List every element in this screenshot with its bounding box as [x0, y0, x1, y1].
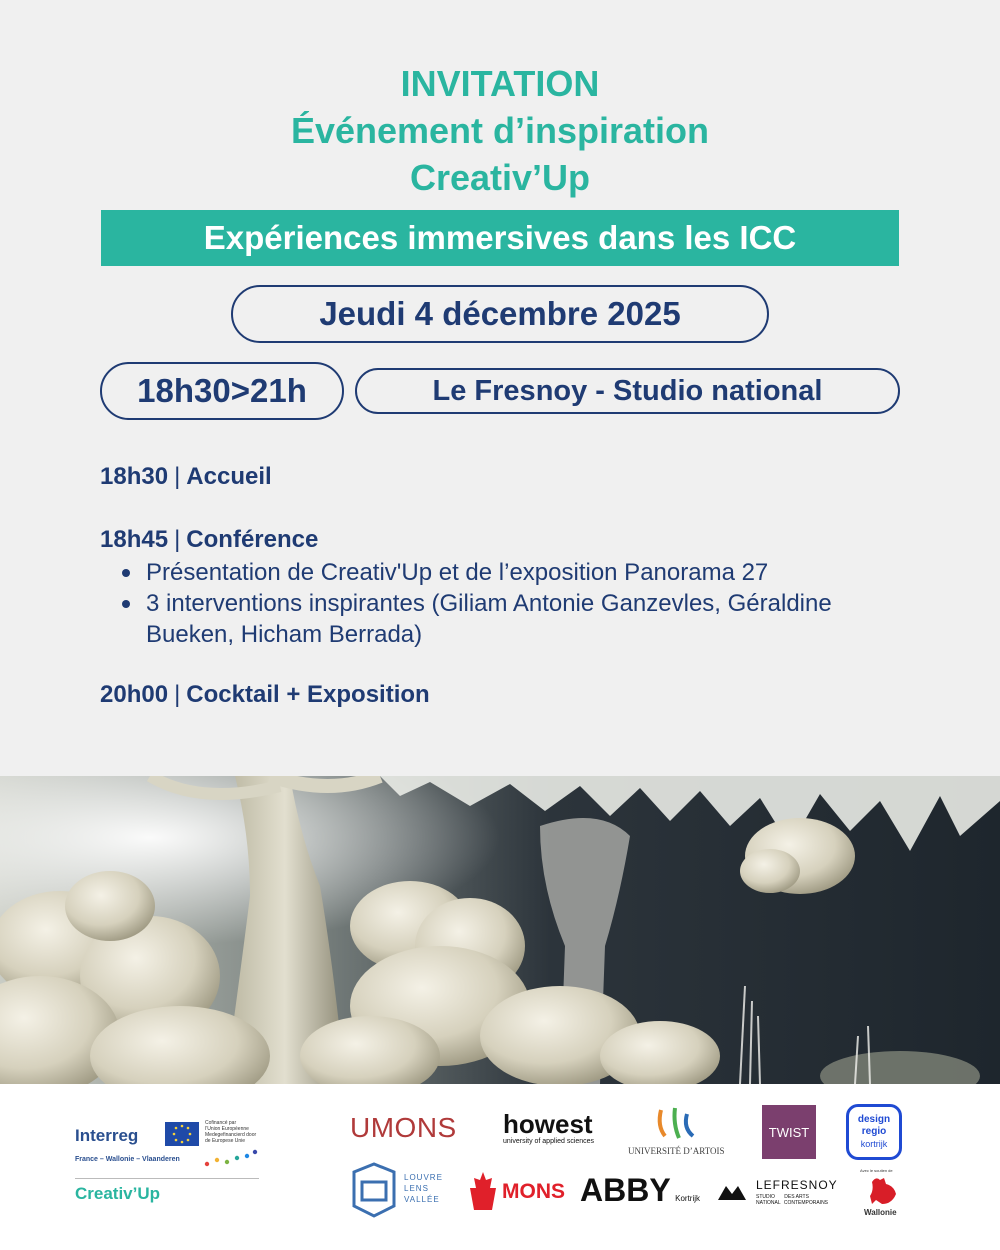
wallonie-rooster-icon — [866, 1174, 900, 1208]
schedule-item-conference — [100, 523, 900, 557]
fresnoy-sub: DES ARTS — [784, 1194, 809, 1200]
bullet-item: 3 interventions inspirantes (Giliam Antonie Ganzevles, Géraldine Bueken, Hicham Berrada) — [122, 588, 900, 650]
installation-illustration — [0, 776, 1000, 1084]
louvre-lens-l2: LENS — [404, 1184, 429, 1193]
artois-logo — [628, 1106, 738, 1162]
abby-logo — [580, 1172, 700, 1209]
schedule-item-cocktail — [100, 678, 900, 712]
schedule-separator: | — [174, 526, 181, 553]
wallonie-logo — [858, 1168, 908, 1220]
schedule-time: 18h30 — [100, 463, 169, 490]
louvre-lens-logo — [350, 1162, 450, 1220]
mons-logo — [468, 1170, 568, 1216]
eu-cofinancing-text — [205, 1120, 256, 1144]
design-regio-logo — [846, 1104, 902, 1160]
louvre-lens-mark-icon — [350, 1162, 400, 1218]
howest-tagline: university of applied sciences — [503, 1138, 595, 1145]
installation-photo — [0, 776, 1000, 1084]
time-pill: 18h30>21h — [100, 362, 344, 420]
schedule-separator: | — [174, 463, 181, 490]
umons-rest: MONS — [370, 1112, 457, 1143]
howest-wordmark: howest — [503, 1109, 593, 1139]
program — [100, 460, 900, 712]
eu-flag-icon — [165, 1122, 199, 1146]
design-regio-l1: design — [857, 1114, 891, 1125]
schedule-time: 20h00 — [100, 681, 169, 708]
partner-logos — [0, 1084, 1000, 1250]
title-project: Creativ’Up — [409, 157, 591, 198]
interreg-project-name: Creativ’Up — [75, 1184, 161, 1203]
artois-mark-icon — [653, 1106, 703, 1142]
howest-logo — [503, 1110, 594, 1145]
fresnoy-logo — [716, 1178, 836, 1218]
fresnoy-subtext — [756, 1194, 828, 1206]
venue-pill: Le Fresnoy - Studio national — [355, 368, 900, 414]
schedule-time: 18h45 — [100, 526, 169, 553]
wallonie-support-text: Avec le soutien de — [860, 1168, 893, 1173]
schedule-label: Conférence — [186, 526, 319, 553]
mons-crest-icon — [468, 1170, 498, 1212]
louvre-lens-text — [404, 1172, 443, 1205]
abby-sub: Kortrijk — [675, 1194, 701, 1203]
bullet-item: Présentation de Creativ'Up et de l’exposition Panorama 27 — [122, 557, 900, 588]
schedule-separator: | — [174, 681, 181, 708]
fresnoy-sub: NATIONAL — [756, 1200, 781, 1206]
title-invitation: INVITATION — [400, 63, 600, 104]
eu-text: l’Union Européenne — [205, 1126, 249, 1132]
fresnoy-sub: CONTEMPORAINS — [783, 1200, 829, 1206]
invitation-titles — [0, 60, 1000, 201]
interreg-wordmark: Interreg — [75, 1126, 139, 1145]
eu-text: de Europese Unie — [205, 1138, 246, 1144]
interreg-regions: France – Wallonie – Vlaanderen — [75, 1156, 180, 1163]
title-event: Événement d’inspiration — [290, 110, 710, 151]
schedule-label: Accueil — [186, 463, 272, 490]
theme-banner: Expériences immersives dans les ICC — [101, 210, 899, 266]
umons-u: U — [350, 1112, 371, 1143]
design-regio-l3: kortrijk — [860, 1139, 888, 1149]
louvre-lens-l1: LOUVRE — [404, 1173, 443, 1182]
wallonie-wordmark: Wallonie — [864, 1208, 897, 1217]
fresnoy-mark-icon — [716, 1180, 748, 1204]
artois-name: UNIVERSITÉ D’ARTOIS — [628, 1146, 725, 1156]
umons-logo — [350, 1112, 457, 1144]
date-pill: Jeudi 4 décembre 2025 — [231, 285, 769, 343]
eu-text: Medegefinancierd door — [205, 1132, 257, 1138]
schedule-item-welcome — [100, 460, 900, 494]
schedule-label: Cocktail + Exposition — [186, 681, 430, 708]
design-regio-l2: regio — [861, 1126, 887, 1137]
fresnoy-wordmark: LEFRESNOY — [756, 1178, 838, 1192]
interreg-dots-icon — [203, 1148, 259, 1170]
abby-wordmark: ABBY — [580, 1172, 671, 1208]
interreg-logo — [75, 1120, 265, 1210]
eu-text: Cofinancé par — [205, 1120, 237, 1126]
mons-wordmark: MONS — [502, 1180, 565, 1203]
twist-wordmark: TWIST — [768, 1124, 810, 1140]
conference-bullets — [122, 557, 900, 650]
twist-logo — [762, 1105, 816, 1159]
louvre-lens-l3: VALLÉE — [404, 1195, 440, 1204]
fresnoy-sub: STUDIO — [756, 1194, 775, 1200]
interreg-divider — [75, 1178, 259, 1179]
